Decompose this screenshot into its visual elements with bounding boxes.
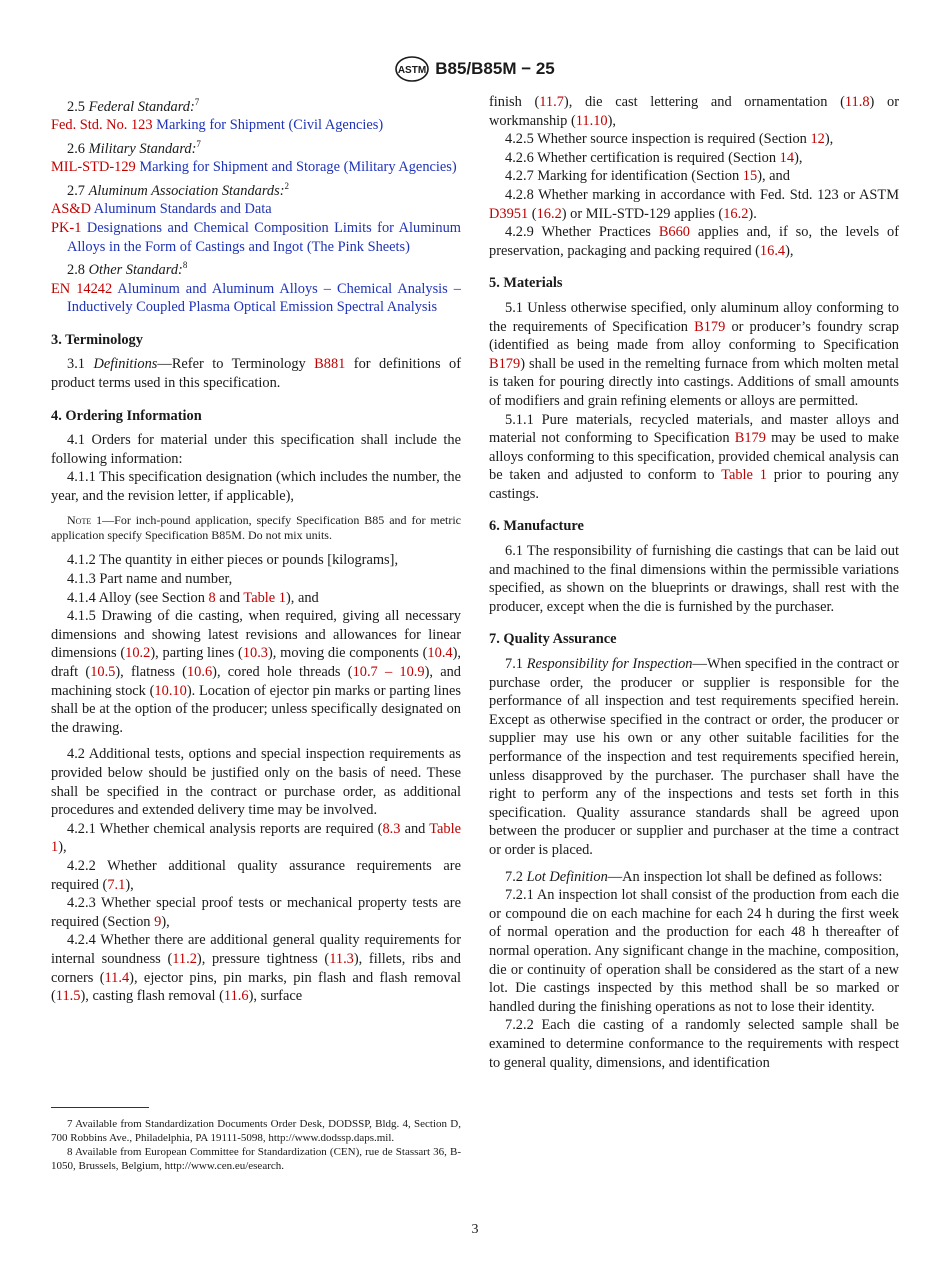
ref-link[interactable]: 11.10 — [575, 112, 608, 129]
ref-link[interactable]: 10.4 — [427, 645, 453, 662]
ref-title-link[interactable]: Marking for Shipment (Civil Agencies) — [156, 117, 384, 134]
ref-pk-1 — [35, 219, 461, 256]
ref-title-link[interactable]: Aluminum Standards and Data — [93, 201, 272, 218]
heading-quality-assurance: 7. Quality Assurance — [489, 631, 617, 648]
ref-link[interactable]: 11.4 — [104, 969, 130, 986]
para-3-1: 3.1 Definitions—Refer to Terminology B881 for definitions of product terms used in this specification. — [51, 356, 461, 391]
ref-link[interactable]: 16.2 — [536, 205, 562, 222]
section-2-5: 2.5 Federal Standard:$^7$ — [67, 97, 200, 115]
ref-link[interactable]: 10.5 — [90, 664, 116, 681]
ref-link[interactable]: 8 — [208, 589, 216, 606]
section-2-7: 2.7 Aluminum Association Standards:$^2$ — [67, 180, 289, 199]
ref-code-link[interactable]: Fed. Std. No. 123 — [51, 117, 153, 134]
ref-link[interactable]: 7.1 — [107, 876, 126, 893]
ref-link[interactable]: B179 — [694, 318, 726, 335]
heading-ordering-information: 4. Ordering Information — [51, 407, 202, 424]
ref-code-link[interactable]: AS&D — [51, 201, 91, 218]
ref-link[interactable]: 16.2 — [723, 205, 749, 222]
ref-link[interactable]: 15 — [742, 168, 758, 185]
ref-link[interactable]: 11.8 — [844, 94, 870, 110]
para-4-1: 4.1 Orders for material under this specification shall include the following information: — [51, 432, 461, 467]
ref-code-link[interactable]: PK-1 — [51, 219, 82, 236]
ref-link[interactable]: 10.10 — [154, 682, 187, 699]
ref-link[interactable]: Table 1 — [243, 589, 286, 606]
para-7-2-1: 7.2.1 An inspection lot shall consist of the production from each die or compound die on each machine for each 24 h during the first week of normal operation and the production for each 48 h thereafter of normal operation. Any significant change in the machine, composition, die or continuity of operation shall be considered as the start of a new lot. Die castings inspected by this method shall be so marked or handled during the finishing operations as not to lose their identity. — [489, 887, 899, 1015]
footnote-8: 8 Available from European Committee for Standardization (CEN), rue de Stassart 36, B-1050, Brussels, Belgium, http://www.cen.eu/esearch. — [51, 1146, 461, 1172]
para-4-2: 4.2 Additional tests, options and special inspection requirements as provided below should be justified only on the basis of need. These shall be specified in the contract or purchase order, as additional procedures and extended delivery time may be involved. — [51, 746, 461, 819]
ref-link[interactable]: 11.5 — [55, 988, 81, 1005]
ref-title-link[interactable]: Marking for Shipment and Storage (Military Agencies) — [139, 159, 457, 176]
ref-link[interactable]: 8.3 — [382, 820, 401, 837]
ref-link[interactable]: 10.3 — [242, 645, 268, 662]
ref-link[interactable]: Table 1 — [51, 820, 461, 856]
para-4-1-4: 4.1.4 Alloy (see Section 8 and Table 1), and — [67, 589, 319, 606]
ref-link[interactable]: 11.7 — [539, 94, 564, 110]
page-number: 3 — [471, 1222, 479, 1237]
para-4-2-5: 4.2.5 Whether source inspection is required (Section 12), — [505, 131, 834, 148]
para-4-2-4-cont: finish (11.7), die cast lettering and ornamentation (11.8) or workmanship (11.10), — [489, 94, 899, 129]
note-1: Note 1—For inch-pound application, specify Specification B85 and for metric application specify Specification B85M. Do not mix units. — [51, 513, 462, 543]
para-4-1-3: 4.1.3 Part name and number, — [67, 571, 233, 588]
ref-en-14242 — [35, 280, 461, 317]
ref-code-link[interactable]: MIL-STD-129 — [51, 159, 136, 176]
standard-designation: B85/B85M − 25 — [435, 59, 555, 78]
ref-link[interactable]: 10.7 – 10.9 — [352, 664, 425, 681]
para-4-2-8: 4.2.8 Whether marking in accordance with Fed. Std. 123 or ASTM D3951 (16.2) or MIL-STD-129 applies (16.2). — [489, 186, 899, 222]
para-4-2-4: 4.2.4 Whether there are additional general quality requirements for internal soundness (11.2), pressure tightness (11.3), fillets, ribs and corners (11.4), ejector pins, pin marks, pin flash and flash removal (11.5), casting flash removal (11.6), surface — [51, 932, 462, 1005]
svg-text:ASTM: ASTM — [398, 65, 427, 76]
ref-link[interactable]: 11.2 — [172, 950, 197, 967]
heading-materials: 5. Materials — [489, 275, 563, 292]
ref-mil-std-129 — [35, 158, 461, 177]
ref-title-link[interactable]: Aluminum and Aluminum Alloys – Chemical Analysis – Inductively Coupled Plasma Optical Emission Spectral Analysis — [67, 280, 461, 316]
para-4-2-3: 4.2.3 Whether special proof tests or mechanical property tests are required (Section 9), — [51, 895, 461, 930]
para-4-2-2: 4.2.2 Whether additional quality assurance requirements are required (7.1), — [51, 857, 461, 893]
para-4-2-7: 4.2.7 Marking for identification (Section 15), and — [505, 168, 790, 185]
ref-link[interactable]: 14 — [779, 149, 795, 166]
ref-link[interactable]: B660 — [658, 224, 690, 241]
astm-logo-icon — [395, 56, 429, 82]
para-7-1: 7.1 Responsibility for Inspection—When specified in the contract or purchase order, the producer or supplier is responsible for the performance of all inspection and test requirements specified herein. Except as otherwise specified in the contract or order, the producer or supplier may use his own or any other suitable facilities for the performance of the inspection and test requirements specified herein, unless disapproved by the purchaser. The purchaser shall have the right to perform any of the inspections and tests set forth in this specification. Quality assurance standards shall be agreed upon between the producer or supplier and purchaser at the time a contract or order is placed. — [489, 656, 899, 858]
para-7-2: 7.2 Lot Definition—An inspection lot shall be defined as follows: — [505, 868, 883, 885]
ref-code-link[interactable]: EN 14242 — [51, 280, 113, 297]
left-column — [51, 93, 461, 1006]
para-7-2-2: 7.2.2 Each die casting of a randomly selected sample shall be examined to determine conformance to the requirements with respect to general quality, dimensions, and identification — [489, 1017, 899, 1071]
ref-link[interactable]: B179 — [734, 430, 766, 447]
ref-link[interactable]: 16.4 — [759, 242, 786, 259]
para-4-1-2: 4.1.2 The quantity in either pieces or pounds [kilograms], — [67, 552, 399, 569]
para-5-1-1: 5.1.1 Pure materials, recycled materials, and master alloys and material not conforming to Specification B179 may be used to make alloys conforming to this specification, provided chemical analysis can be taken and adjusted to conform to Table 1 prior to pouring any castings. — [489, 411, 900, 502]
section-2-6: 2.6 Military Standard:$^7$ — [67, 138, 201, 157]
heading-terminology: 3. Terminology — [51, 331, 143, 348]
ref-link[interactable]: B179 — [489, 355, 521, 372]
para-6-1: 6.1 The responsibility of furnishing die castings that can be laid out and machined to the final dimensions within the permissible variations specified, as shown on the blueprints or drawings, shall rest with the producer, except when the die is furnished by the purchaser. — [489, 543, 899, 615]
ref-link[interactable]: 12 — [810, 131, 825, 148]
page-header — [0, 56, 950, 82]
para-4-2-1: 4.2.1 Whether chemical analysis reports are required (8.3 and Table 1), — [51, 820, 461, 856]
right-column — [489, 93, 899, 1072]
para-4-1-1: 4.1.1 This specification designation (which includes the number, the year, and the revision letter, if applicable), — [51, 469, 461, 504]
para-4-1-5: 4.1.5 Drawing of die casting, when required, giving all necessary dimensions and showing latest revisions and allowances for linear dimensions (10.2), parting lines (10.3), moving die components (10.4), draft (10.5), flatness (10.6), cored hole threads (10.7 – 10.9), and machining stock (10.10). Location of ejector pin marks or parting lines shall be at the option of the producer; unless specifically designated on the drawing. — [51, 608, 461, 736]
ref-fed-std-123 — [35, 116, 461, 135]
ref-link[interactable]: 9 — [154, 913, 162, 930]
ref-link[interactable]: D3951 — [489, 205, 529, 222]
ref-link[interactable]: B881 — [314, 356, 346, 373]
ref-link[interactable]: Table 1 — [721, 467, 767, 484]
para-5-1: 5.1 Unless otherwise specified, only aluminum alloy conforming to the requirements of Specification B179 or producer’s foundry scrap (identified as being made from alloy conforming to Specification B179) shall be used in the remelting furnace from which molten metal is taken for pouring directly into castings. Additions of small amounts of modifiers and grain refining elements or alloys are permitted. — [489, 299, 899, 409]
footnote-7: 7 Available from Standardization Documents Order Desk, DODSSP, Bldg. 4, Section D, 700 Robbins Ave., Philadelphia, PA 19111-5098, http://www.dodssp.daps.mil. — [51, 1118, 461, 1144]
footnotes — [51, 1117, 461, 1173]
ref-asd — [35, 200, 461, 219]
heading-manufacture: 6. Manufacture — [489, 518, 584, 535]
ref-title-link[interactable]: Designations and Chemical Composition Limits for Aluminum Alloys in the Form of Castings and Ingot (The Pink Sheets) — [67, 219, 461, 255]
ref-link[interactable]: 11.6 — [223, 988, 249, 1005]
ref-link[interactable]: 10.6 — [186, 664, 213, 681]
footnote-divider — [51, 1107, 149, 1108]
ref-link[interactable]: 11.3 — [329, 950, 354, 967]
para-4-2-6: 4.2.6 Whether certification is required (Section 14), — [505, 149, 803, 166]
section-2-8: 2.8 Other Standard:$^8$ — [67, 260, 188, 278]
ref-link[interactable]: 10.2 — [125, 645, 151, 662]
para-4-2-9: 4.2.9 Whether Practices B660 applies and, if so, the levels of preservation, packaging and packing required (16.4), — [489, 224, 900, 259]
